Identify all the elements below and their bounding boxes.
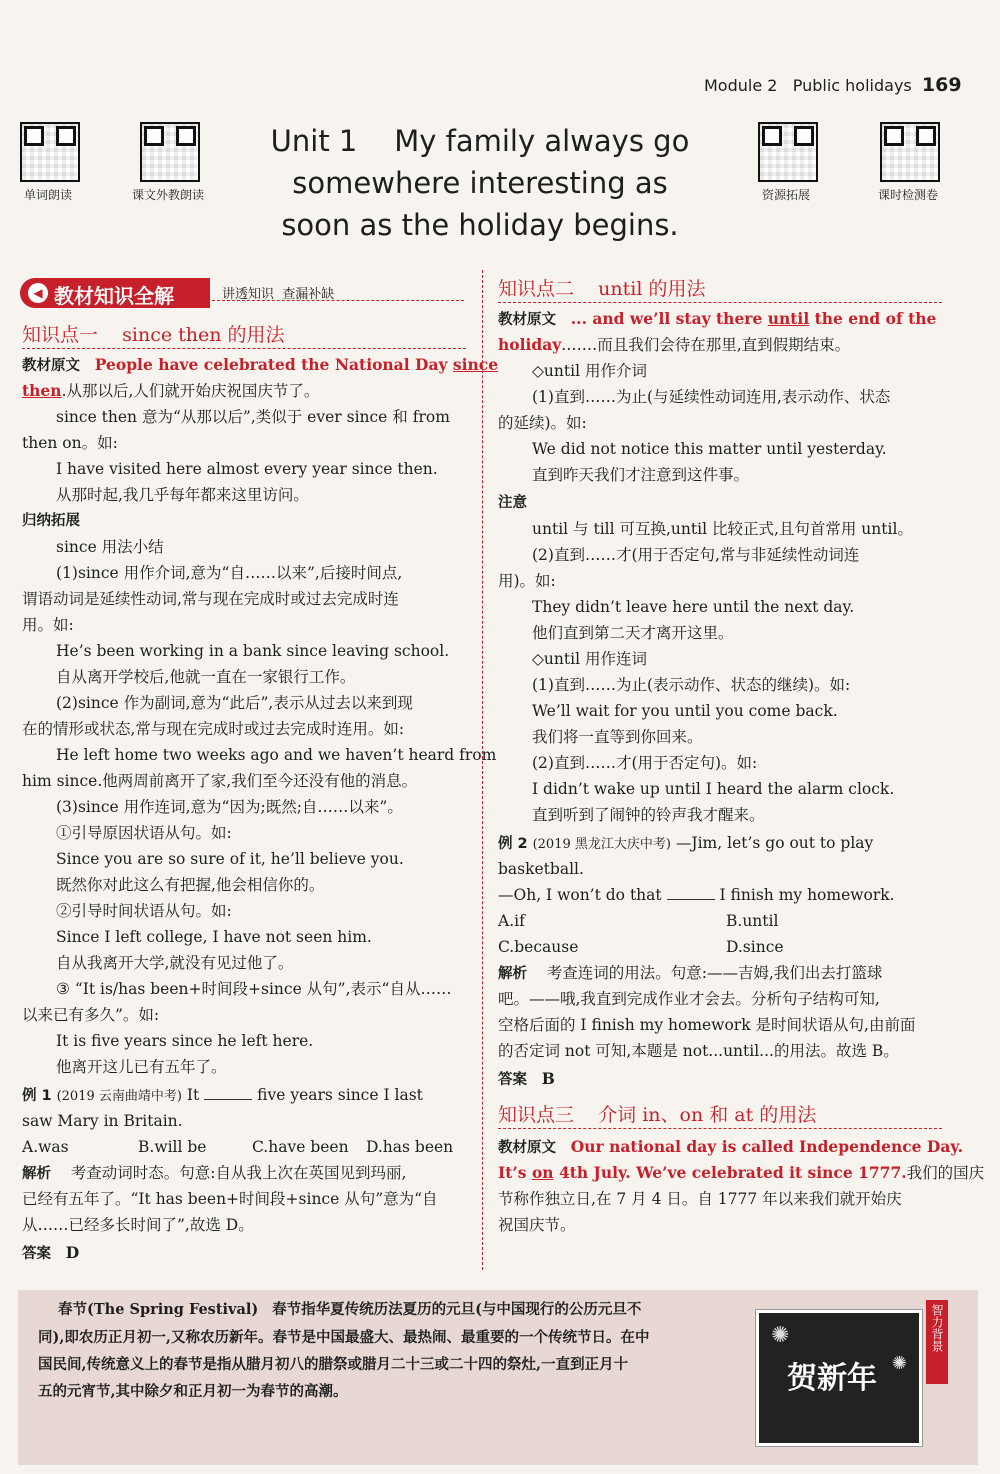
text-line: 谓语动词是延续性动词,常与现在完成时或过去完成时连	[22, 590, 399, 608]
example-mixed: him since.他两周前离开了家,我们至今还没有他的消息。	[22, 772, 418, 790]
qr-caption: 单词朗读	[23, 188, 72, 202]
text-line: ①引导原因状语从句。如:	[56, 824, 232, 842]
option-a: A.was	[22, 1138, 69, 1156]
orig-en: People have celebrated the National Day	[94, 355, 453, 374]
example-zh: 直到听到了闹钟的铃声我才醒来。	[532, 806, 765, 824]
firework-icon: ✺	[891, 1353, 907, 1374]
text-line: (2)直到……才(用于否定句)。如:	[532, 754, 758, 772]
option-c: C.have been	[252, 1138, 349, 1156]
example-text: basketball.	[498, 860, 584, 878]
option-d: D.since	[726, 938, 784, 956]
example-en: I didn’t wake up until I heard the alarm clock.	[532, 780, 895, 798]
orig-en: Our national day is called Independence Day.	[570, 1137, 964, 1156]
text-line: then on。如:	[22, 434, 118, 452]
side-tag	[926, 1300, 948, 1384]
text-line: (3)since 用作连词,意为“因为;既然;自……以来”。	[56, 798, 403, 816]
footer-line: 同),即农历正月初一,又称农历新年。春节是中国最盛大、最热闹、最重要的一个传统节日。在中	[38, 1329, 650, 1346]
module-label: Module 2	[704, 76, 778, 95]
qr-code-resources[interactable]	[758, 122, 818, 182]
answer-value: B	[541, 1069, 555, 1088]
answer-1	[22, 1240, 79, 1267]
text-line: 节称作独立日,在 7 月 4 日。自 1777 年以来我们就开始庆	[498, 1190, 902, 1208]
firework-icon: ✺	[771, 1323, 790, 1348]
unit-title	[250, 120, 710, 246]
orig-zh: 我们的国庆	[906, 1164, 985, 1182]
kp1-heading: 知识点一 since then 的用法	[22, 324, 285, 346]
footer-line: 五的元宵节,其中除夕和正月初一为春节的高潮。	[38, 1383, 348, 1400]
side-tag-text: 智力背景	[930, 1304, 944, 1352]
text-line: ◇until 用作介词	[532, 362, 647, 380]
image-caption: 贺新年	[787, 1361, 877, 1396]
analysis-text: 考查动词时态。句意:自从我上次在英国见到玛丽,	[70, 1164, 407, 1182]
example-en: I have visited here almost every year since then.	[56, 460, 438, 478]
orig-en-underlined: on	[531, 1163, 554, 1182]
orig-en: the end of the	[809, 309, 937, 328]
example-text: It	[186, 1086, 200, 1104]
footer-box	[18, 1290, 978, 1465]
example-en: Since you are so sure of it, he’ll believe you.	[56, 850, 404, 868]
analysis-text: 已经有五年了。“It has been+时间段+since 从句”意为“自	[22, 1190, 438, 1208]
analysis-label: 解析	[22, 1166, 51, 1182]
kp2-divider	[498, 302, 942, 303]
footer-line: 国民间,传统意义上的春节是指从腊月初八的腊祭或腊月二十三或二十四的祭灶,一直到正月十	[38, 1356, 629, 1373]
example-zh: 他离开这儿已有五年了。	[56, 1058, 227, 1076]
analysis-text: 从……已经多长时间了”,故选 D。	[22, 1216, 254, 1234]
answer-label: 答案	[22, 1246, 51, 1262]
analysis-text: 的否定词 not 可知,本题是 not...until...的用法。故选 B。	[498, 1042, 899, 1060]
kp1-original	[22, 352, 498, 379]
example-2	[498, 830, 873, 858]
example-en: We’ll wait for you until you come back.	[532, 702, 838, 720]
orig-zh: .……而且我们会待在那里,直到假期结束。	[561, 336, 851, 354]
text-line: 用。如:	[22, 616, 74, 634]
text-line: (2)直到……才(用于否定句,常与非延续性动词连	[532, 546, 860, 564]
orig-label: 教材原文	[498, 1140, 556, 1156]
kp3-original	[498, 1134, 963, 1161]
speaker-icon: ◀	[28, 283, 48, 303]
unit-title-line: soon as the holiday begins.	[281, 208, 679, 242]
orig-en: 4th July. We’ve celebrated it since 1777.	[553, 1163, 907, 1182]
example-text: —Oh, I won’t do that	[498, 886, 662, 904]
banner-sub: 讲透知识 查漏补缺	[222, 287, 335, 302]
kp2-original	[498, 306, 936, 333]
option-b: B.until	[726, 912, 779, 930]
page-number: 169	[921, 74, 962, 96]
example-en: We did not notice this matter until yesterday.	[532, 440, 887, 458]
example-text: —Jim, let’s go out to play	[675, 834, 874, 852]
kp2-original-cont	[498, 332, 850, 358]
text-line: ②引导时间状语从句。如:	[56, 902, 232, 920]
example-source: (2019 云南曲靖中考)	[56, 1089, 182, 1104]
example-zh: 自从我离开大学,就没有见过他了。	[56, 954, 294, 972]
option-c: C.because	[498, 938, 579, 956]
kp3-heading: 知识点三 介词 in、on 和 at 的用法	[498, 1104, 817, 1126]
answer-blank[interactable]	[204, 1085, 252, 1100]
text-line: 的延续)。如:	[498, 414, 587, 432]
text-line: ③ “It is/has been+时间段+since 从句”,表示“自从……	[56, 980, 452, 998]
example-source: (2019 黑龙江大庆中考)	[532, 837, 671, 852]
footer-title: 春节(The Spring Festival)	[58, 1301, 259, 1318]
example-en: He’s been working in a bank since leaving school.	[56, 642, 450, 660]
qr-caption: 课时检测卷	[877, 188, 938, 202]
analysis-label: 解析	[498, 966, 527, 982]
section-banner	[20, 278, 210, 308]
text-line: (2)since 作为副词,意为“此后”,表示从过去以来到现	[56, 694, 413, 712]
orig-en-underlined: then	[22, 381, 62, 400]
topic-label: Public holidays	[792, 76, 912, 95]
example-zh: 从那时起,我几乎每年都来这里访问。	[56, 486, 309, 504]
footer-line: 春节指华夏传统历法夏历的元旦(与中国现行的公历元旦不	[272, 1301, 642, 1318]
example-zh: 既然你对此这么有把握,他会相信你的。	[56, 876, 325, 894]
qr-code-test[interactable]	[880, 122, 940, 182]
example-label: 例 2	[498, 836, 528, 852]
example-text: five years since I last	[257, 1086, 423, 1104]
kp3-divider	[498, 1128, 942, 1129]
example-1	[22, 1082, 423, 1110]
example-label: 例 1	[22, 1088, 52, 1104]
example-zh: 直到昨天我们才注意到这件事。	[532, 466, 750, 484]
kp1-original-cont	[22, 378, 319, 404]
qr-caption: 课文外教朗读	[131, 188, 204, 202]
option-b: B.will be	[138, 1138, 207, 1156]
orig-label: 教材原文	[22, 358, 80, 374]
example-en: It is five years since he left here.	[56, 1032, 314, 1050]
example-en: He left home two weeks ago and we haven’t heard from	[56, 746, 497, 764]
option-a: A.if	[498, 912, 525, 930]
column-divider	[482, 270, 483, 1270]
example-zh: 他们直到第二天才离开这里。	[532, 624, 734, 642]
banner-label: 教材知识全解	[54, 284, 174, 308]
new-year-image	[756, 1310, 922, 1446]
example-en: Since I left college, I have not seen him.	[56, 928, 372, 946]
example-zh: 自从离开学校后,他就一直在一家银行工作。	[56, 668, 356, 686]
analysis-1	[22, 1160, 406, 1187]
example-zh: 我们将一直等到你回来。	[532, 728, 703, 746]
text-line: 在的情形或状态,常与现在完成时或过去完成时连用。如:	[22, 720, 405, 738]
orig-en: ... and we’ll stay there	[570, 309, 768, 328]
example-text-blank	[498, 882, 895, 908]
text-line: since then 意为“从那以后”,类似于 ever since 和 from	[56, 408, 450, 426]
answer-value: D	[65, 1243, 80, 1262]
orig-en: holiday	[498, 335, 562, 354]
text-line: (1)since 用作介词,意为“自……以来”,后接时间点,	[56, 564, 403, 582]
running-header	[704, 74, 962, 96]
example-en: They didn’t leave here until the next day.	[532, 598, 855, 616]
text-line: since 用法小结	[56, 538, 164, 556]
example-text: I finish my homework.	[719, 886, 895, 904]
text-line: 以来已有多久”。如:	[22, 1006, 160, 1024]
analysis-text: 考查连词的用法。句意:——吉姆,我们出去打篮球	[546, 964, 883, 982]
orig-en-underlined: since	[452, 355, 499, 374]
orig-en-underlined: until	[767, 309, 810, 328]
option-d: D.has been	[366, 1138, 454, 1156]
qr-code-reading[interactable]	[140, 122, 200, 182]
qr-caption: 资源拓展	[761, 188, 810, 202]
text-line: 祝国庆节。	[498, 1216, 576, 1234]
analysis-text: 吧。——哦,我直到完成作业才会去。分析句子结构可知,	[498, 990, 880, 1008]
analysis-2	[498, 960, 882, 987]
text-line: ◇until 用作连词	[532, 650, 647, 668]
example-text: saw Mary in Britain.	[22, 1112, 183, 1130]
text-line: (1)直到……为止(表示动作、状态的继续)。如:	[532, 676, 851, 694]
footer-text	[38, 1296, 758, 1405]
unit-title-line: somewhere interesting as	[292, 166, 668, 200]
orig-en: It’s	[498, 1163, 532, 1182]
unit-title-line: Unit 1 My family always go	[270, 124, 690, 158]
banner-divider	[212, 300, 464, 301]
text-line: 用)。如:	[498, 572, 556, 590]
kp2-heading: 知识点二 until 的用法	[498, 278, 706, 300]
summary-label: 归纳拓展	[22, 513, 80, 529]
text-line: until 与 till 可互换,until 比较正式,且句首常用 until。	[532, 520, 913, 538]
orig-label: 教材原文	[498, 312, 556, 328]
text-line: (1)直到……为止(与延续性动词连用,表示动作、状态	[532, 388, 891, 406]
qr-code-vocab[interactable]	[20, 122, 80, 182]
kp3-original-cont	[498, 1160, 984, 1186]
answer-blank[interactable]	[667, 885, 715, 900]
answer-label: 答案	[498, 1072, 527, 1088]
answer-2	[498, 1066, 555, 1093]
note-label: 注意	[498, 495, 527, 511]
kp1-divider	[22, 348, 466, 349]
analysis-text: 空格后面的 I finish my homework 是时间状语从句,由前面	[498, 1016, 916, 1034]
orig-zh: .从那以后,人们就开始庆祝国庆节了。	[61, 382, 320, 400]
